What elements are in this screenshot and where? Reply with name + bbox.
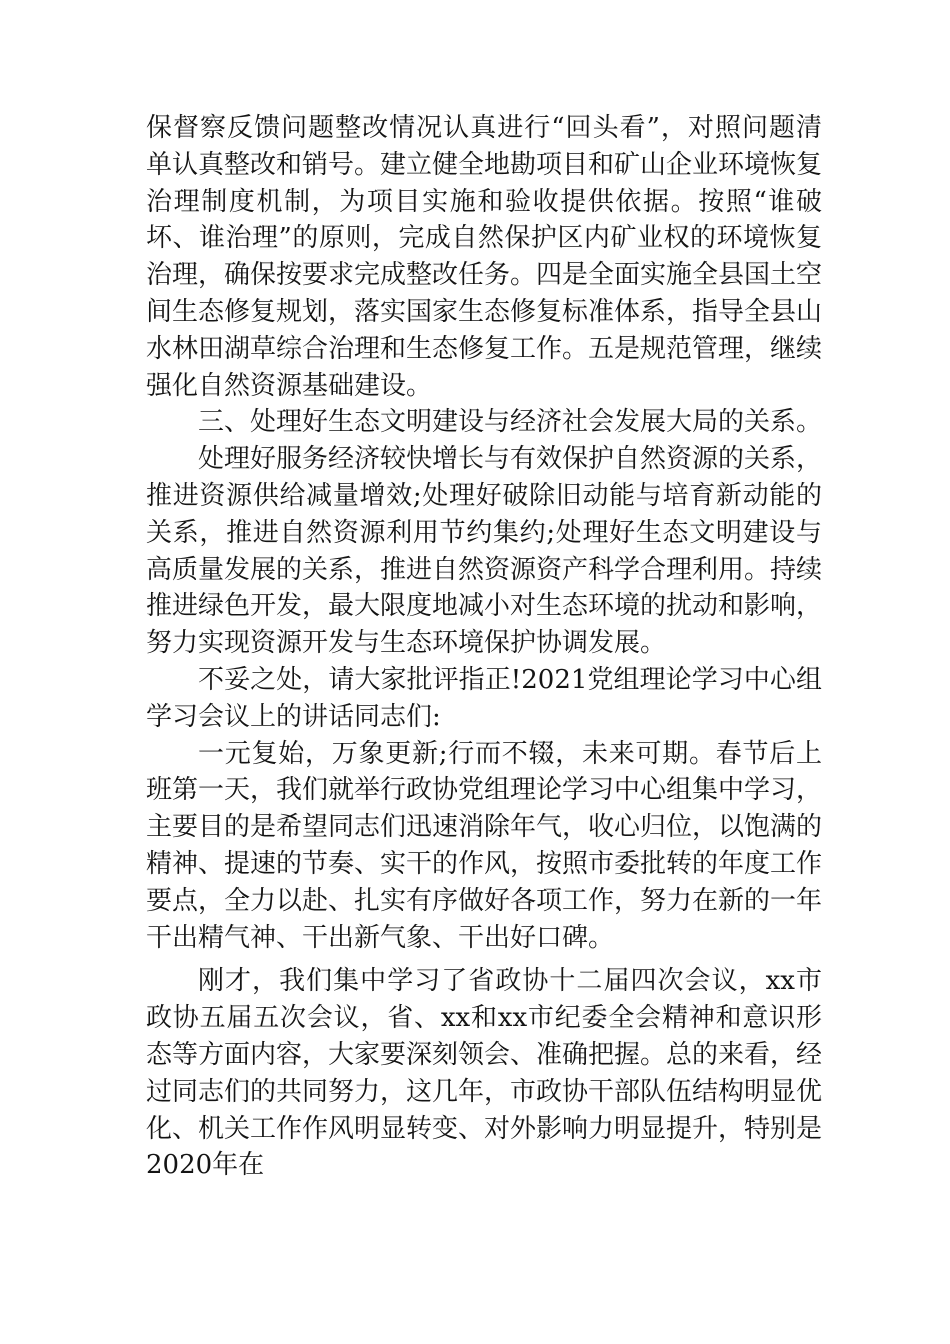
paragraph: 刚才，我们集中学习了省政协十二届四次会议，xx市政协五届五次会议，省、xx和xx市纪委全会精神和意识形态等方面内容，大家要深刻领会、准确把握。总的来看，经过同志们的共同努力，这几年，市政协干部队伍结构明显优化、机关工作作风明显转变、对外影响力明显提升，特别是2020年在	[146, 966, 823, 1181]
document-body	[146, 110, 822, 1184]
paragraph-continuation: 保督察反馈问题整改情况认真进行“回头看”，对照问题清单认真整改和销号。建立健全地勘项目和矿山企业环境恢复治理制度机制，为项目实施和验收提供依据。按照“谁破坏、谁治理”的原则，完成自然保护区内矿业权的环境恢复治理，确保按要求完成整改任务。四是全面实施全县国土空间生态修复规划，落实国家生态修复标准体系，指导全县山水林田湖草综合治理和生态修复工作。五是规范管理，继续强化自然资源基础建设。	[146, 113, 823, 401]
paragraph: 处理好服务经济较快增长与有效保护自然资源的关系，推进资源供给减量增效;处理好破除旧动能与培育新动能的关系，推进自然资源利用节约集约;处理好生态文明建设与高质量发展的关系，推进自然资源资产科学合理利用。持续推进绿色开发，最大限度地减小对生态环境的扰动和影响，努力实现资源开发与生态环境保护协调发展。	[146, 444, 823, 659]
section-heading: 三、处理好生态文明建设与经济社会发展大局的关系。	[198, 407, 823, 438]
paragraph: 一元复始，万象更新;行而不辍，未来可期。春节后上班第一天，我们就举行政协党组理论学习中心组集中学习，主要目的是希望同志们迅速消除年气，收心归位，以饱满的精神、提速的节奏、实干的作风，按照市委批转的年度工作要点，全力以赴、扎实有序做好各项工作，努力在新的一年干出精气神、干出新气象、干出好口碑。	[146, 738, 823, 953]
paragraph: 不妥之处，请大家批评指正!2021党组理论学习中心组学习会议上的讲话同志们:	[146, 664, 822, 732]
